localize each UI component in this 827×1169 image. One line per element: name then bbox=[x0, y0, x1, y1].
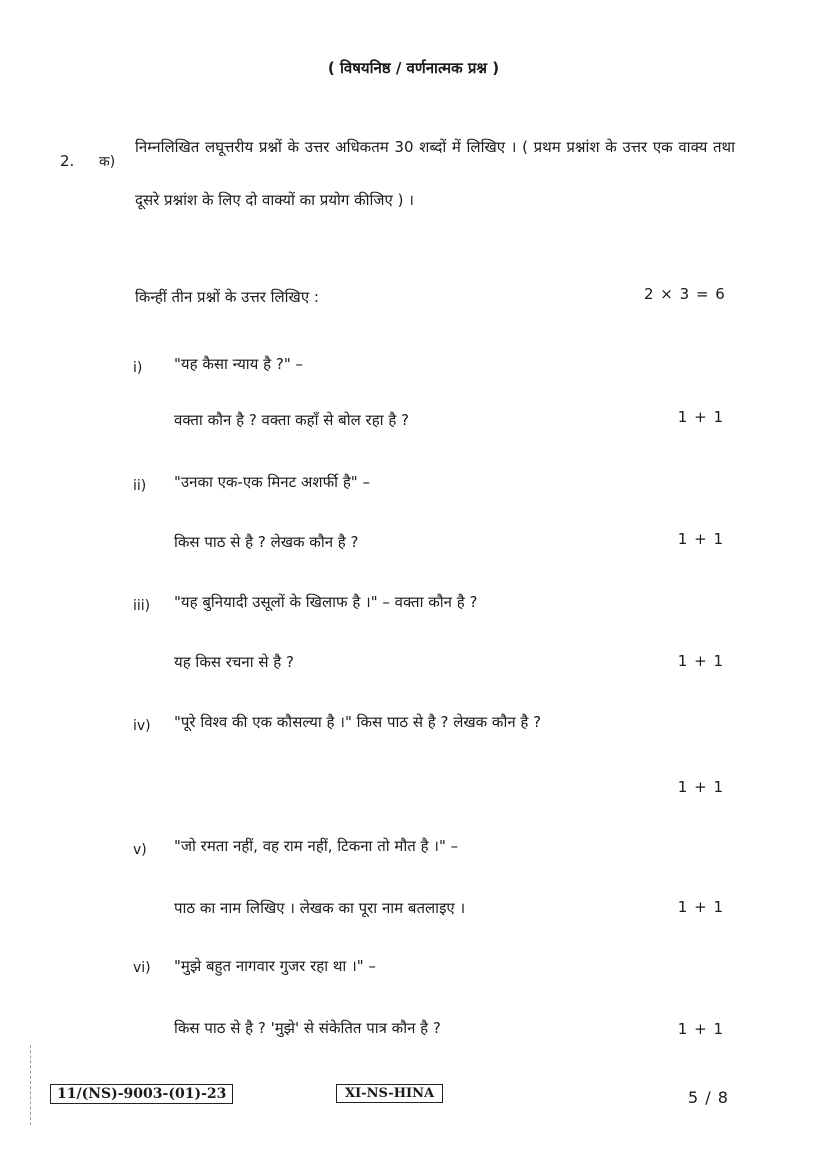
question-number: 2. bbox=[60, 152, 75, 170]
item-question: यह किस रचना से है ? bbox=[174, 653, 294, 671]
item-number: vi) bbox=[133, 960, 151, 976]
item-marks: 1 + 1 bbox=[677, 652, 724, 670]
item-quote: "उनका एक-एक मिनट अशर्फी है" – bbox=[174, 473, 370, 491]
item-number: v) bbox=[133, 842, 147, 858]
item-marks: 1 + 1 bbox=[677, 530, 724, 548]
item-marks: 1 + 1 bbox=[677, 898, 724, 916]
question-instruction: किन्हीं तीन प्रश्नों के उत्तर लिखिए : bbox=[135, 288, 319, 306]
question-intro: निम्नलिखित लघूत्तरीय प्रश्नों के उत्तर अधिकतम 30 शब्दों में लिखिए । ( प्रथम प्रश्नांश के उत्तर एक वाक्य तथा दूसरे प्रश्नांश के लिए दो वाक्यों का प्रयोग कीजिए ) । bbox=[135, 138, 735, 209]
item-question: पाठ का नाम लिखिए । लेखक का पूरा नाम बतलाइए । bbox=[174, 899, 466, 917]
item-quote: "मुझे बहुत नागवार गुजर रहा था ।" – bbox=[174, 957, 376, 975]
section-heading: ( विषयनिष्ठ / वर्णनात्मक प्रश्न ) bbox=[327, 59, 500, 77]
item-number: iv) bbox=[133, 718, 151, 734]
item-marks: 1 + 1 bbox=[677, 778, 724, 796]
footer-paper-code: XI-NS-HINA bbox=[336, 1084, 443, 1103]
item-quote: "जो रमता नहीं, वह राम नहीं, टिकना तो मौत है ।" – bbox=[174, 837, 459, 855]
page-number: 5 / 8 bbox=[688, 1088, 729, 1107]
item-quote: "यह कैसा न्याय है ?" – bbox=[174, 355, 303, 373]
item-question: किस पाठ से है ? लेखक कौन है ? bbox=[174, 533, 359, 551]
item-quote: "यह बुनियादी उसूलों के खिलाफ है ।" – वक्ता कौन है ? bbox=[174, 593, 478, 611]
question-part-label: क) bbox=[99, 154, 116, 170]
margin-mark bbox=[30, 1045, 32, 1125]
item-quote: "पूरे विश्व की एक कौसल्या है ।" किस पाठ से है ? लेखक कौन है ? bbox=[174, 713, 542, 731]
item-number: ii) bbox=[133, 478, 147, 494]
item-question: वक्ता कौन है ? वक्ता कहाँ से बोल रहा है ? bbox=[174, 411, 410, 429]
item-question: किस पाठ से है ? 'मुझे' से संकेतित पात्र कौन है ? bbox=[174, 1019, 441, 1037]
item-number: i) bbox=[133, 360, 143, 376]
item-marks: 1 + 1 bbox=[677, 408, 724, 426]
total-marks: 2 × 3 = 6 bbox=[644, 285, 726, 303]
item-number: iii) bbox=[133, 598, 151, 614]
item-marks: 1 + 1 bbox=[677, 1020, 724, 1038]
footer-code: 11/(NS)-9003-(01)-23 bbox=[50, 1084, 233, 1104]
